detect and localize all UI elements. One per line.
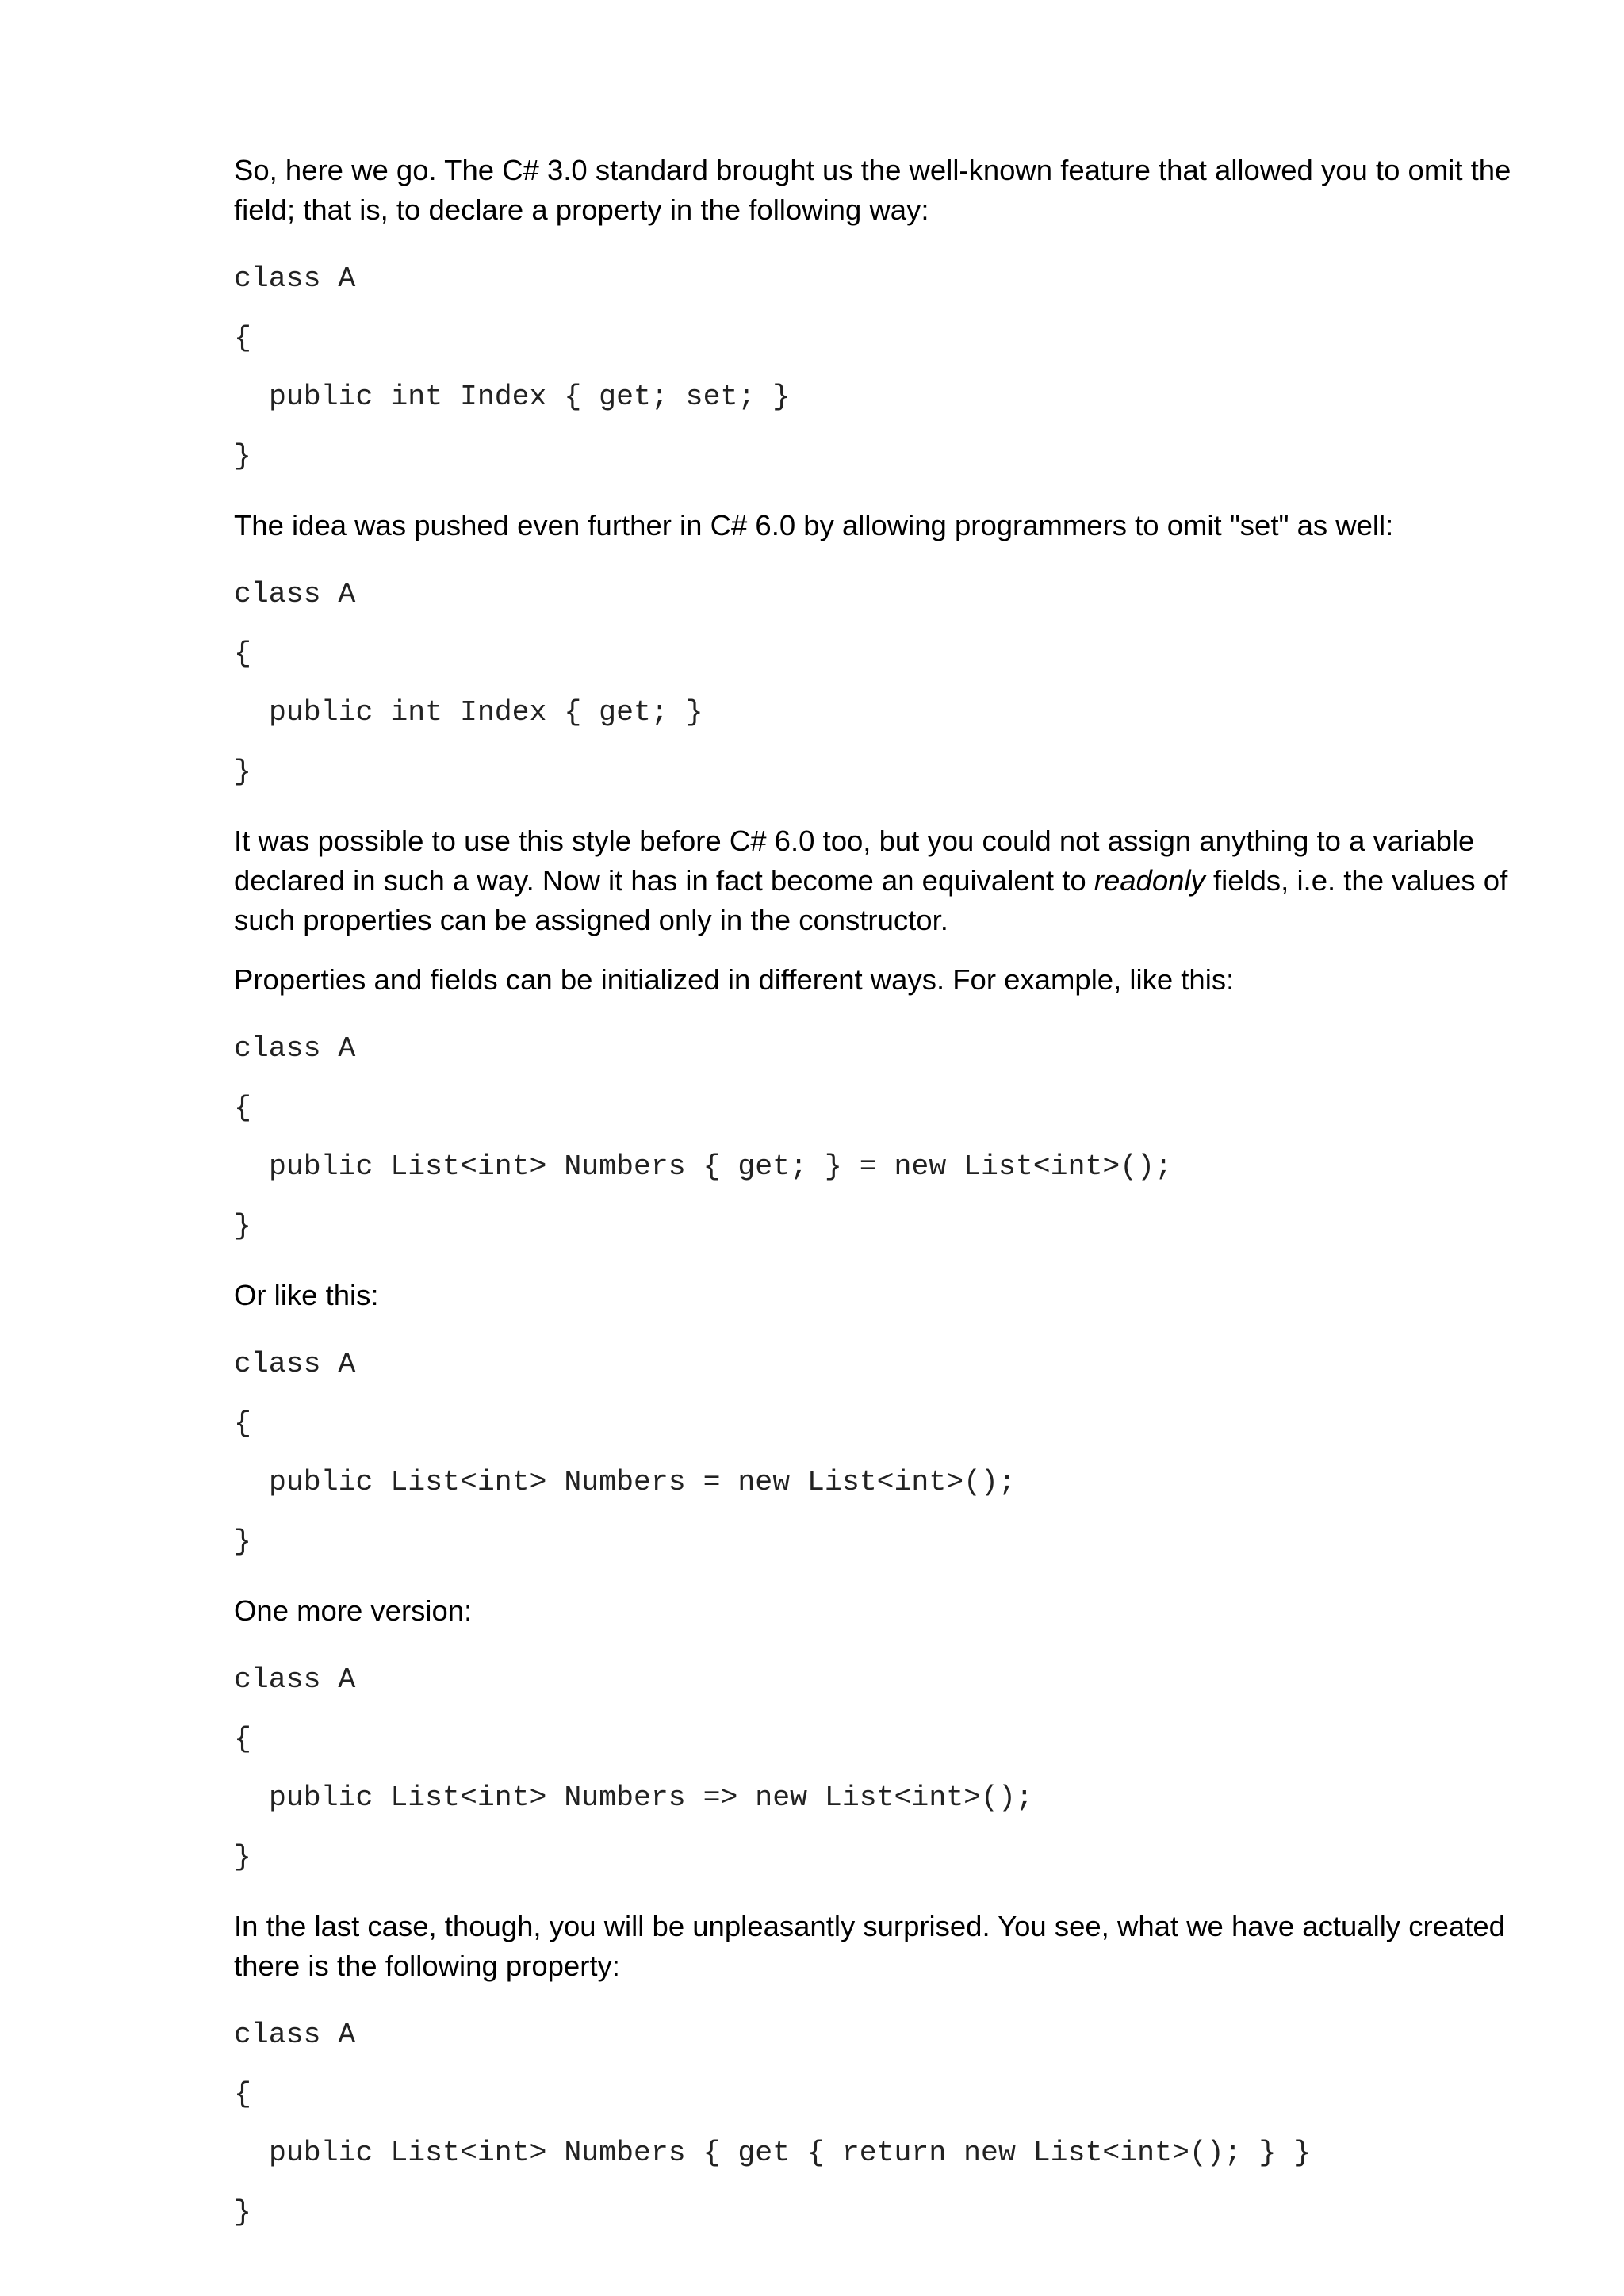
code-line: { (234, 1406, 251, 1440)
code-line: { (234, 1722, 251, 1755)
code-line: public List<int> Numbers { get; } = new List<int>(); (269, 1150, 1172, 1183)
code-block-getter-only (234, 565, 1534, 802)
code-block-getter-body (234, 2006, 1534, 2242)
code-line: public int Index { get; set; } (269, 381, 791, 413)
code-line: public int Index { get; } (269, 696, 703, 729)
code-line: { (234, 1091, 251, 1124)
code-line: } (234, 1525, 251, 1558)
code-block-field-initializer (234, 1335, 1534, 1571)
code-line: class A (234, 1032, 356, 1065)
code-line: class A (234, 1663, 356, 1696)
code-line: public List<int> Numbers = new List<int>(); (269, 1466, 1016, 1498)
paragraph-text: It was possible to use this style before C# 6.0 too, but you could not assign anything to a variable declared in such a way. Now it has in fact become an equivalent to (234, 825, 1475, 897)
paragraph-one-more-version: One more version: (234, 1594, 473, 1627)
code-block-auto-property (234, 250, 1534, 486)
code-line: } (234, 1209, 251, 1242)
paragraph-emphasis: readonly (1094, 864, 1205, 897)
code-line: { (234, 2077, 251, 2110)
code-line: { (234, 637, 251, 670)
paragraph-intro: So, here we go. The C# 3.0 standard brought us the well-known feature that allowed you to omit the field; that is, to declare a property in the following way: (234, 154, 1511, 226)
paragraph-initialization: Properties and fields can be initialized in different ways. For example, like this: (234, 963, 1235, 996)
paragraph-csharp6: The idea was pushed even further in C# 6.0 by allowing programmers to omit "set" as well: (234, 509, 1394, 541)
code-line: { (234, 321, 251, 354)
code-line: class A (234, 578, 356, 610)
code-line: class A (234, 2019, 356, 2051)
paragraph-surprise: In the last case, though, you will be unpleasantly surprised. You see, what we have actually created there is the following property: (234, 1910, 1505, 1982)
code-line: } (234, 755, 251, 788)
paragraph-text: fields, i.e. the values of such properties can be assigned only in the constructor. (234, 864, 1508, 936)
code-line: } (234, 439, 251, 473)
code-line: class A (234, 1348, 356, 1380)
document-page (234, 151, 1534, 2262)
paragraph-or-like-this: Or like this: (234, 1279, 379, 1311)
code-line: public List<int> Numbers => new List<int>(); (269, 1781, 1033, 1814)
code-line: } (234, 2195, 251, 2229)
code-block-expression-bodied (234, 1651, 1534, 1887)
code-line: public List<int> Numbers { get { return new List<int>(); } } (269, 2137, 1312, 2169)
code-block-property-initializer (234, 1020, 1534, 1256)
code-line: class A (234, 262, 356, 295)
code-line: } (234, 1840, 251, 1873)
paragraph-readonly (234, 821, 1534, 940)
